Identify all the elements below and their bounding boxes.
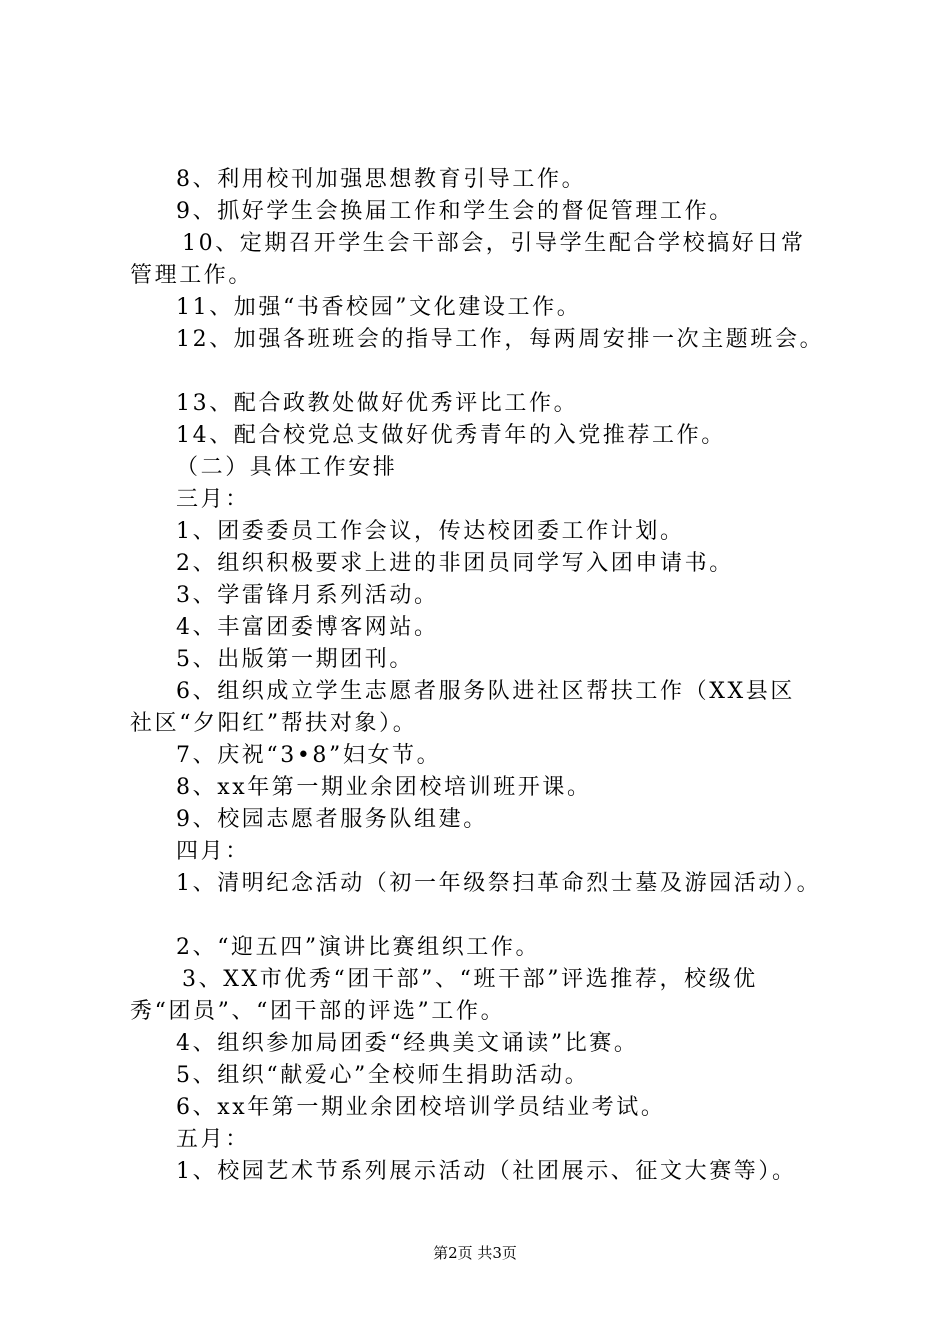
text-line: 4、丰富团委博客网站。: [176, 615, 439, 640]
text-line: 13、配合政教处做好优秀评比工作。: [176, 391, 579, 416]
text-line: 1、团委委员工作会议，传达校团委工作计划。: [176, 519, 685, 544]
text-line: 7、庆祝“3•8”妇女节。: [176, 743, 442, 768]
paragraph-gap: [130, 356, 860, 388]
text-line: 2、组织积极要求上进的非团员同学写入团申请书。: [176, 551, 734, 576]
text-line: 社区“夕阳红”帮扶对象）。: [130, 711, 418, 736]
text-line: 10、定期召开学生会干部会，引导学生配合学校搞好日常: [182, 231, 806, 256]
document-body: [130, 164, 860, 1188]
text-line: 14、配合校党总支做好优秀青年的入党推荐工作。: [176, 423, 726, 448]
text-line: 3、XX市优秀“团干部”、“班干部”评选推荐，校级优: [182, 967, 758, 992]
section-heading: （二）具体工作安排: [176, 455, 398, 480]
text-line: 12、加强各班班会的指导工作，每两周安排一次主题班会。: [176, 327, 825, 352]
text-line: 3、学雷锋月系列活动。: [176, 583, 439, 608]
month-heading: 五月：: [176, 1127, 250, 1152]
text-line: 8、xx年第一期业余团校培训班开课。: [176, 775, 592, 800]
month-heading: 四月：: [176, 839, 250, 864]
text-line: 秀“团员”、“团干部的评选”工作。: [130, 999, 506, 1024]
page-footer: [0, 1243, 950, 1263]
text-line: 2、“迎五四”演讲比赛组织工作。: [176, 935, 541, 960]
text-line: 8、利用校刊加强思想教育引导工作。: [176, 167, 587, 192]
text-line: 5、组织“献爱心”全校师生捐助活动。: [176, 1063, 590, 1088]
text-line: 9、校园志愿者服务队组建。: [176, 807, 488, 832]
text-line: 管理工作。: [130, 263, 254, 288]
month-heading: 三月：: [176, 487, 250, 512]
text-line: 6、xx年第一期业余团校培训学员结业考试。: [176, 1095, 666, 1120]
text-line: 6、组织成立学生志愿者服务队进社区帮扶工作（XX县区: [176, 679, 795, 704]
text-line: 9、抓好学生会换届工作和学生会的督促管理工作。: [176, 199, 734, 224]
page-indicator: 第2页 共3页: [433, 1244, 517, 1262]
text-line: 1、校园艺术节系列展示活动（社团展示、征文大赛等）。: [176, 1159, 797, 1184]
text-line: 1、清明纪念活动（初一年级祭扫革命烈士墓及游园活动）。: [176, 871, 822, 896]
paragraph-gap: [130, 900, 860, 932]
text-line: 11、加强“书香校园”文化建设工作。: [176, 295, 582, 320]
text-line: 4、组织参加局团委“经典美文诵读”比赛。: [176, 1031, 639, 1056]
text-line: 5、出版第一期团刊。: [176, 647, 414, 672]
